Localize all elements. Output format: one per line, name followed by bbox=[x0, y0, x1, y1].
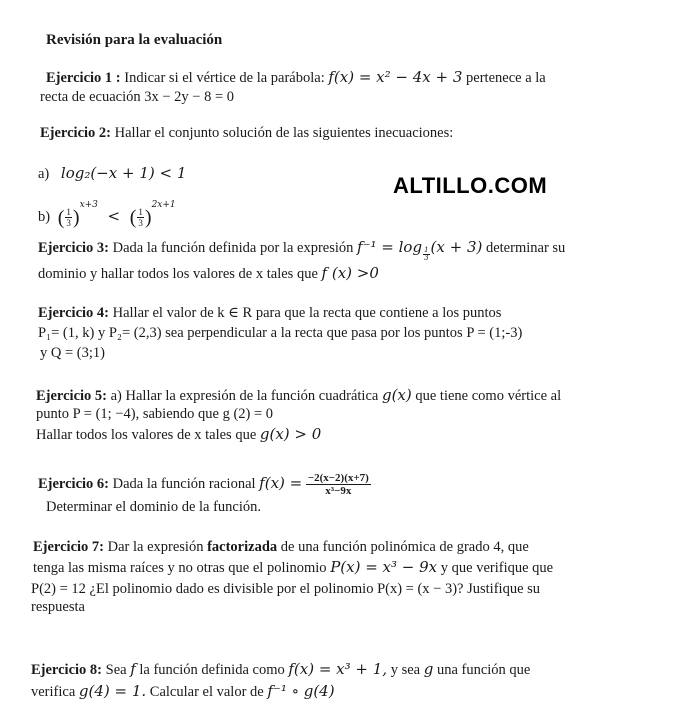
exercise-3 bbox=[38, 238, 565, 262]
exercise-5-line3: Hallar todos los valores de x tales que g(x) > 0 bbox=[36, 425, 322, 443]
exercise-2 bbox=[40, 124, 453, 142]
exercise-7-line3: P(2) = 12 ¿El polinomio dado es divisible por el polinomio P(x) = (x − 3)? Justifique su bbox=[31, 581, 541, 597]
exercise-1 bbox=[46, 68, 546, 87]
exercise-4-label: Ejercicio 4: bbox=[38, 305, 109, 321]
exercise-3-text-b: determinar su bbox=[485, 240, 566, 256]
exercise-5-line2: punto P = (1; −4), sabiendo que g (2) = 0 bbox=[36, 406, 274, 422]
exercise-2a-label: a) bbox=[38, 166, 50, 182]
exponent-2: 2x+1 bbox=[151, 200, 176, 210]
exercise-8-line2: verifica g(4) = 1. Calcular el valor de f⁻¹ ∘ g(4) bbox=[31, 682, 335, 700]
exercise-7-line4: respuesta bbox=[31, 599, 85, 615]
exercise-4 bbox=[38, 304, 501, 322]
exercise-2-text: Hallar el conjunto solución de las siguientes inecuaciones: bbox=[114, 125, 454, 141]
exercise-3-math: f⁻¹ = log $\frac{1}{3}$ (x + 3) bbox=[357, 238, 483, 262]
exercise-6-label: Ejercicio 6: bbox=[38, 475, 109, 492]
exercise-3-label: Ejercicio 3: bbox=[38, 240, 109, 256]
exercise-7-label: Ejercicio 7: bbox=[33, 539, 104, 555]
watermark-logo: ALTILLO.COM bbox=[393, 173, 548, 198]
exercise-5-text: a) Hallar la expresión de la función cuadrática bbox=[110, 388, 379, 404]
exercise-2a bbox=[38, 164, 186, 183]
exercise-6-text: Dada la función racional bbox=[112, 475, 256, 492]
exercise-2b-label: b) bbox=[38, 208, 51, 225]
exercise-8: Ejercicio 8: Sea f la función definida como f(x) = x³ + 1, y sea g una función que bbox=[31, 660, 531, 678]
exercise-3-text: Dada la función definida por la expresión bbox=[112, 240, 354, 256]
exercise-2-label: Ejercicio 2: bbox=[40, 125, 111, 141]
exercise-1-line2: recta de ecuación 3x − 2y − 8 = 0 bbox=[40, 89, 235, 105]
exponent-1: x+3 bbox=[79, 200, 98, 210]
exercise-8-label: Ejercicio 8: bbox=[31, 662, 102, 678]
page-title: Revisión para la evaluación bbox=[46, 32, 223, 48]
exercise-2b: b) ( $\frac{1}{3}$ )$^{x+3}$ < ( $\frac{1}{3}$ )$^{2x+1}$ bbox=[38, 200, 176, 229]
exercise-4-text: Hallar el valor de k ∈ R para que la recta que contiene a los puntos bbox=[112, 305, 502, 321]
exercise-4-line3: y Q = (3;1) bbox=[40, 345, 105, 361]
exercise-5: Ejercicio 5: a) Hallar la expresión de la función cuadrática g(x) que tiene como vértice al bbox=[36, 386, 562, 404]
rational-fraction: $\frac{-2(x-2)(x+7)}{\text{x³−9x}}$ bbox=[307, 472, 369, 497]
exercise-2a-math: log₂(−x + 1) < 1 bbox=[60, 164, 187, 182]
exercise-1-text: Indicar si el vértice de la parábola: bbox=[124, 70, 325, 86]
exercise-4-line2: P₁= (1, k) y P₂= (2,3) sea perpendicular a la recta que pasa por los puntos P = (1;-3) bbox=[38, 325, 523, 341]
exercise-1-math: f(x) = x² − 4x + 3 bbox=[328, 68, 463, 86]
exercise-5-label: Ejercicio 5: bbox=[36, 388, 107, 404]
exercise-6-line2: Determinar el dominio de la función. bbox=[46, 499, 262, 515]
exercise-1-text-b: pertenece a la bbox=[466, 70, 546, 86]
exercise-3-line2: dominio y hallar todos los valores de x tales que f (x) >0 bbox=[38, 264, 379, 282]
exercise-7-line2: tenga las misma raíces y no otras que el polinomio P(x) = x³ − 9x y que verifique que bbox=[33, 558, 554, 576]
exercise-7: Ejercicio 7: Dar la expresión factorizada de una función polinómica de grado 4, que bbox=[33, 539, 529, 555]
exercise-6: Ejercicio 6: Dada la función racional f(x) = $\frac{-2(x-2)(x+7)}{\text{x³−9x}}$ bbox=[38, 472, 369, 497]
exercise-1-label: Ejercicio 1 : bbox=[46, 70, 121, 86]
less-than: < bbox=[107, 206, 121, 225]
